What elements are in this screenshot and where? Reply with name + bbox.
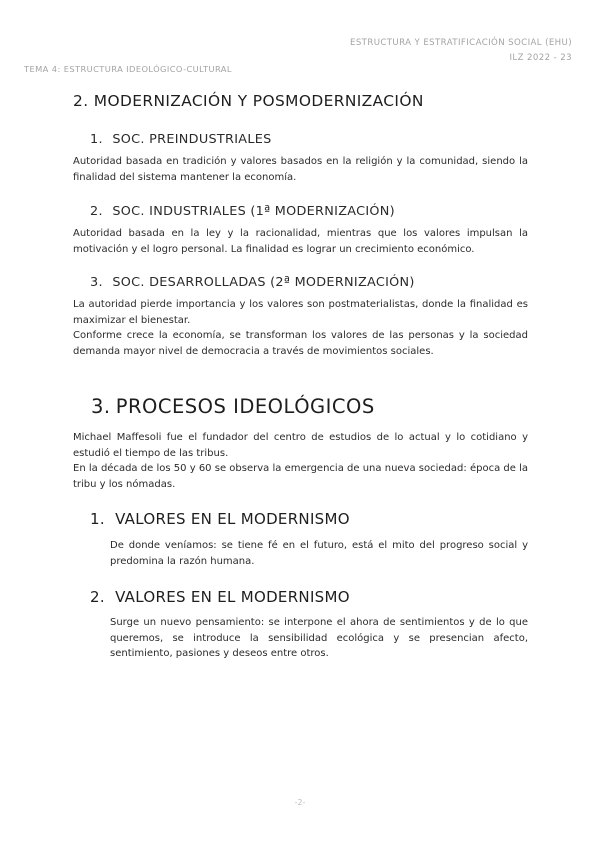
valores-2-paragraph: Surge un nuevo pensamiento: se interpone el ahora de sentimientos y de lo que queremos, se introduce la sensibilidad ecológica y se presencian afecto, sentimiento, pasiones y deseos entre otros.: [110, 617, 528, 659]
preindustriales-paragraph: Autoridad basada en tradición y valores basados en la religión y la comunidad, siendo la finalidad del sistema mantener la economía.: [73, 156, 528, 183]
desarrolladas-paragraph-2: Conforme crece la economía, se transforman los valores de las personas y la sociedad demanda mayor nivel de democracia a través de movimientos sociales.: [73, 330, 528, 357]
subsection-number: 2.: [90, 588, 105, 606]
subsection-number: 3.: [90, 275, 103, 290]
page-number: -2-: [294, 798, 306, 807]
subsection-preindustriales-title: [90, 132, 272, 147]
desarrolladas-paragraph-1: La autoridad pierde importancia y los valores son postmaterialistas, donde la finalidad es maximizar el bienestar.: [73, 299, 528, 326]
subsection-number: 2.: [90, 204, 103, 219]
subsection-number: 1.: [90, 132, 103, 147]
section-number: 3.: [91, 395, 111, 418]
subsection-label: VALORES EN EL MODERNISMO: [115, 510, 350, 528]
subsection-label: SOC. INDUSTRIALES (1ª MODERNIZACIÓN): [112, 204, 395, 219]
subsection-valores-2-title: [90, 588, 350, 606]
subsection-label: VALORES EN EL MODERNISMO: [115, 588, 350, 606]
topic-header: TEMA 4: ESTRUCTURA IDEOLÓGICO-CULTURAL: [24, 64, 232, 74]
subsection-label: SOC. PREINDUSTRIALES: [112, 132, 272, 147]
course-title: ESTRUCTURA Y ESTRATIFICACIÓN SOCIAL (EHU): [349, 38, 572, 48]
subsection-desarrolladas-title: [90, 275, 415, 290]
section-label: PROCESOS IDEOLÓGICOS: [115, 395, 375, 418]
subsection-industriales-title: [90, 204, 395, 219]
valores-1-paragraph: De donde veníamos: se tiene fé en el futuro, está el mito del progreso social y predomina la razón humana.: [110, 540, 528, 567]
subsection-number: 1.: [90, 510, 105, 528]
industriales-paragraph: Autoridad basada en la ley y la racionalidad, mientras que los valores impulsan la motivación y el logro personal. La finalidad es lograr un crecimiento económico.: [73, 228, 528, 255]
maffesoli-paragraph: Michael Maffesoli fue el fundador del centro de estudios de lo actual y lo cotidiano y estudió el tiempo de las tribus.: [73, 432, 528, 459]
subsection-label: SOC. DESARROLLADAS (2ª MODERNIZACIÓN): [112, 275, 415, 290]
section-3-title: [91, 395, 375, 418]
subsection-valores-1-title: [90, 510, 350, 528]
section-2-title: 2. MODERNIZACIÓN Y POSMODERNIZACIÓN: [73, 92, 424, 110]
tribe-era-paragraph: En la década de los 50 y 60 se observa la emergencia de una nueva sociedad: época de la tribu y los nómadas.: [73, 463, 528, 490]
course-code: ILZ 2022 - 23: [509, 53, 572, 63]
page-header-right: [350, 36, 572, 66]
